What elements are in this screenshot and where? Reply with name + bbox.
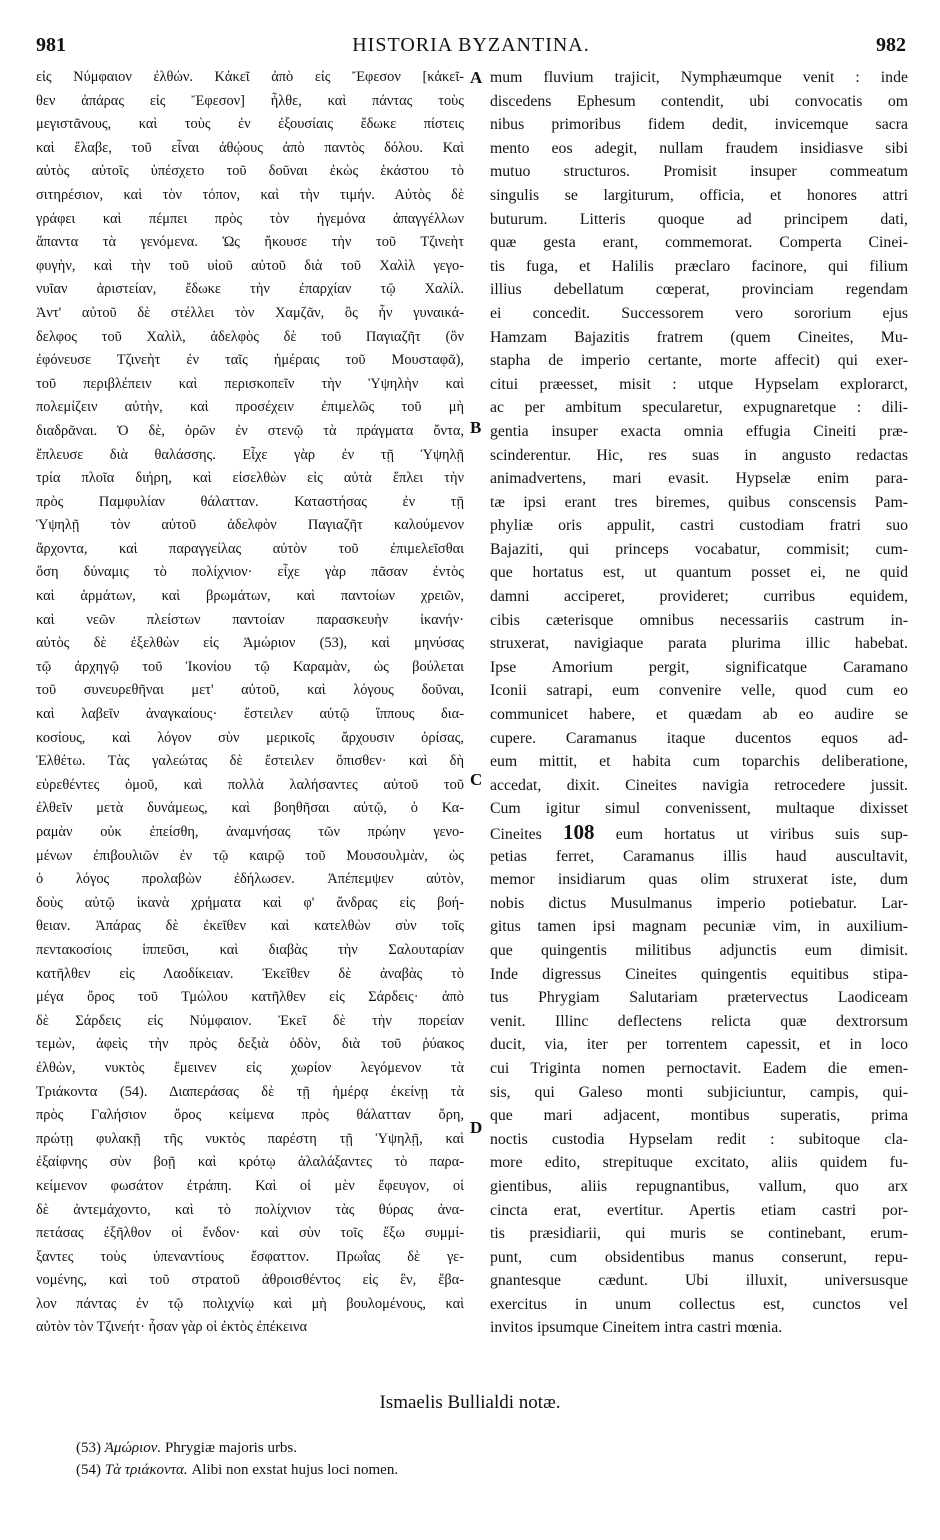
greek-text-line: Ἐλθέτω. Τὰς γαλεώτας δὲ ἔστειλεν ὄπισθεν· καὶ δὴ [36, 753, 464, 770]
latin-text-line: memor insidiarum quas olim struxerat iste, dum [490, 871, 908, 889]
footnote-number: (53) [76, 1440, 101, 1456]
footnote-headword: Ἀμώριον. [104, 1440, 162, 1456]
greek-text-line: ἄρχοντα, καὶ παραγγείλας αὐτὸν τοῦ ἐπιμελεῖσθαι [36, 540, 464, 557]
greek-text-line: τεμὼν, ἀφεὶς τὴν πρὸς δεξιὰ ὁδὸν, διὰ τοῦ ῥύακος [36, 1036, 464, 1053]
footnote-text: Alibi non exstat hujus loci nomen. [191, 1462, 399, 1478]
latin-text-line: noctis custodia Hypselam redit : subitoque cla- [490, 1130, 908, 1148]
greek-text-line: νομένης, καὶ τοῦ στρατοῦ ἀθροισθέντος εἰς ἓν, ἔβα- [36, 1272, 464, 1289]
latin-text-line: nibus primoribus fidem dedit, invicemque sacra [490, 116, 908, 134]
greek-text-line: νυῖαν ἀριστείαν, ἔδωκε τὴν ἐπαρχίαν τῷ Χαλίλ. [36, 281, 464, 298]
greek-text-line: πεντακοσίοις ἱππεῦσι, καὶ διαβὰς τὴν Σαλουταρίαν [36, 941, 464, 958]
greek-text-line: πρὸς Γαλήσιον ὄρος κείμενα πρὸς θάλατταν ὄρη, [36, 1107, 464, 1124]
latin-text-column [490, 66, 908, 1340]
latin-text-line: cui Triginta nomen pernoctavit. Eadem die emen- [490, 1059, 908, 1077]
greek-text-line: θειαν. Ἀπάρας δὲ ἐκεῖθεν καὶ κατελθὼν σὺν τοῖς [36, 918, 464, 935]
greek-text-line: λον πάντας ἐν τῷ πολιχνίῳ καὶ μὴ βουλομένους, καὶ [36, 1295, 464, 1312]
latin-text-line: Inde digressus Cineites quingentis equitibus stipa- [490, 965, 908, 983]
latin-text-line: tæ ipsi erant tres biremes, quibus conscensis Pam- [490, 493, 908, 511]
latin-text-line: tus Phrygiam Salutariam prætervectus Laodiceam [490, 989, 908, 1007]
latin-text-line: cupere. Caramanus itaque ducentos equos ad- [490, 729, 908, 747]
greek-text-line: τοῦ περιβλέπειν καὶ περισκοπεῖν τὴν Ὑψηλὴν καὶ [36, 375, 464, 392]
greek-text-line: δὲ Σάρδεις εἰς Νύμφαιον. Ἐκεῖ δὲ τὴν πορείαν [36, 1012, 464, 1029]
notes-title: Ismaelis Bullialdi notæ. [379, 1392, 561, 1413]
latin-text-line: animadvertens, mari evasit. Hypselæ enim para- [490, 470, 908, 488]
greek-text-line: σιτηρέσιον, καὶ τὸν τόπον, καὶ τὴν τιμήν. Αὐτὸς δὲ [36, 186, 464, 203]
latin-text-line: que quingentis militibus adjunctis eum dimisit. [490, 941, 908, 959]
greek-text-line: κατῆλθεν εἰς Λαοδίκειαν. Ἐκεῖθεν δὲ ἀναβὰς τὸ [36, 965, 464, 982]
inline-page-number: 108 [563, 821, 595, 844]
greek-text-line: διαδρᾶναι. Ὁ δὲ, ὁρῶν ἐν στενῷ τὰ πράγματα ὄντα, [36, 422, 464, 439]
greek-text-line: ξαντες τοὺς ὑπεναντίους ἔσφαττον. Πρωΐας δὲ γε- [36, 1248, 464, 1265]
latin-text-line: communicet habere, et quædam ab eo audire se [490, 706, 908, 724]
latin-text-line: tis fuga, et Halilis præclaro facinore, qui filium [490, 257, 908, 275]
greek-text-line: αὐτὸς δὲ ἐξελθὼν εἰς Ἀμώριον (53), καὶ μηνύσας [36, 635, 464, 652]
latin-text-line: ac per ambitum specularetur, expugnaretque : dili- [490, 399, 908, 417]
latin-text-line: discedens Ephesum contendit, ubi convocatis om [490, 92, 908, 110]
page-number-left: 981 [36, 34, 66, 56]
latin-text-fragment: eum hortatus ut viribus suis sup- [615, 826, 908, 843]
latin-text-fragment: Cineites [490, 826, 542, 843]
greek-text-line: θεν ἀπάρας εἰς Ἔφεσον] ἦλθε, καὶ πάντας τοὺς [36, 92, 464, 109]
margin-letter-a: A [470, 68, 483, 87]
footnote-54 [76, 1462, 398, 1479]
greek-text-line: μένων ἐπιβουλιῶν ἐν τῷ καιρῷ τοῦ Μουσουλμὰν, ὡς [36, 847, 464, 864]
greek-text-line: τρία πλοῖα διήρη, καὶ εἰσελθὼν εἰς αὐτὰ ἔπλει τὴν [36, 470, 464, 487]
latin-text-line: ducit, via, iter per torrentem capessit, et in loco [490, 1036, 908, 1054]
greek-text-line: μεγιστᾶνους, καὶ τοὺς ἐν ἐξουσίαις ἔδωκε πίστεις [36, 116, 464, 133]
greek-text-line: ὁ λόγος προλαβὼν ἐδήλωσεν. Ἀπέπεμψεν αὐτὸν, [36, 871, 464, 888]
latin-text-line: citui præesset, misit : utque Hypselam explorarct, [490, 375, 908, 393]
greek-text-line: μέγα ὄρος τοῦ Τμώλου κατῆλθεν εἰς Σάρδεις· ἀπὸ [36, 989, 464, 1006]
margin-letter-b: B [470, 418, 482, 437]
footnote-number: (54) [76, 1462, 101, 1478]
latin-text-line: exercitus in unum collectus est, cunctos vel [490, 1295, 908, 1313]
greek-text-line: δοὺς αὐτῷ ἱκανὰ χρήματα καὶ φ' ἄνδρας εἰς βοή- [36, 894, 464, 911]
greek-text-line: δὲ ἀντεμάχοντο, καὶ τὸ πολίχνιον τὰς θύρας ἀνα- [36, 1201, 464, 1218]
latin-text-line: gitus tamen ipsi magnam pecuniæ vim, in auxilium- [490, 918, 908, 936]
footnote-53 [76, 1440, 297, 1457]
footnote-headword: Τὰ τριάκοντα. [104, 1462, 188, 1478]
greek-text-line: αὐτὸν τὸν Τζινεήτ· ἦσαν γὰρ οἱ ἐκτὸς ἐπέκεινα [36, 1319, 307, 1336]
greek-text-line: ἅπαντα τὰ γενόμενα. Ὡς ἤκουσε τὴν τοῦ Τζινεὴτ [36, 234, 464, 251]
greek-text-line: Ἀντ' αὐτοῦ δὲ στέλλει τὸν Χαμζᾶν, ὃς ἦν γυναικά- [36, 304, 464, 321]
greek-text-line: καὶ νεῶν πλείστων παντοίαν παρασκευὴν ἱκανήν· [36, 611, 464, 628]
latin-text-line: gnantesque cædunt. Ubi illuxit, universusque [490, 1272, 908, 1290]
greek-text-line: εὑρεθέντες ὁμοῦ, καὶ πολλὰ λαλήσαντες αὐτοῦ τοῦ [36, 776, 464, 793]
greek-text-line: εἰς Νύμφαιον ἐλθών. Κἀκεῖ ἀπὸ εἰς Ἔφεσον [κἀκεῖ- [36, 69, 464, 85]
greek-text-line: πετάσας ἐξῆλθον οἱ ἔνδον· καὶ σὺν τοῖς ἔξω συμμί- [36, 1225, 464, 1242]
greek-text-line: κείμενον φωσάτον ἐτράπη. Καὶ οἱ μὲν ἔφευγον, οἱ [36, 1177, 464, 1194]
latin-text-line: scinderentur. Hic, res suas in angusto redactas [490, 446, 908, 464]
latin-text-line: tis præsidiarii, qui muris se continebant, erum- [490, 1225, 908, 1243]
latin-text-line: que mari adjacent, montibus superatis, prima [490, 1107, 908, 1125]
greek-text-line: καὶ λαβεῖν ἀναγκαίους· ἔστειλεν αὐτῷ ἵππους δια- [36, 706, 464, 723]
greek-text-line: Ὑψηλῇ τὸν αὐτοῦ ἀδελφὸν Παγιαζῆτ καλούμενον [36, 517, 464, 534]
latin-text-line: quæ gesta erant, commemorat. Comperta Cinei- [490, 234, 908, 252]
greek-text-line: πρὸς Παμφυλίαν θάλατταν. Καταστήσας ἐν τῇ [36, 493, 464, 510]
latin-text-line: struxerat, navigiaque parata plurima illic habebat. [490, 635, 908, 653]
latin-text-line: Iconii satrapi, eum convenire velle, quod cum eo [490, 682, 908, 700]
greek-text-line: κοσίους, καὶ λόγον σὺν μερικοῖς ἄρχουσιν ὁρίσας, [36, 729, 464, 746]
greek-text-line: ἐξαίφνης σὺν βοῇ καὶ κρότῳ ἀλαλάξαντες τὸ παρα- [36, 1154, 464, 1171]
margin-letter-c: C [470, 770, 483, 789]
latin-text-line: cibis cæterisque omnibus necessariis castrum in- [490, 611, 908, 629]
latin-text-line: que hortatus est, ut quantum posset ei, ne quid [490, 564, 908, 582]
latin-text-line: venit. Illinc deflectens relicta quæ dextrorsum [490, 1012, 908, 1030]
latin-text-line: Ipse Amorium pergit, significatque Caramano [490, 658, 908, 676]
latin-text-line: Cum igitur simul convenissent, multaque dixisset [490, 800, 908, 818]
latin-text-line: illius debellatum cœperat, provinciam regendam [490, 281, 908, 299]
latin-text-line: damni acciperet, provideret; curribus equidem, [490, 588, 908, 606]
latin-text-line: Hamzam Bajazitis fratrem (quem Cineites, Mu- [490, 328, 908, 346]
latin-text-line: buturum. Litteris quoque ad principem dati, [490, 210, 908, 228]
latin-text-line: punt, cum obsidentibus manus conserunt, repu- [490, 1248, 908, 1266]
greek-text-line: ἔπλευσε διὰ θαλάσσης. Εἶχε γὰρ ἐν τῇ Ὑψηλῇ [36, 446, 464, 463]
latin-text-line: accedat, dixit. Cineites navigia retrocedere jussit. [490, 776, 908, 794]
latin-text-line: ei concedit. Successorem vero sororium ejus [490, 304, 908, 322]
greek-text-line: ἐφόνευσε Τζινεὴτ ἐν ταῖς ἡμέραις τοῦ Μουσταφᾶ), [36, 352, 464, 369]
greek-text-line: ἐλθεῖν μετὰ δυνάμεως, καὶ βοηθῆσαι αὐτῷ, ὁ Κα- [36, 800, 464, 817]
greek-text-line: πολεμίζειν αὐτὴν, καὶ προσέχειν ἐπιμελῶς τοῦ μὴ [36, 399, 464, 416]
greek-text-line: αὐτὸς αὐτοῖς ὑπέσχετο τοῦ δοῦναι ἐκὼς ἑκάστου τὸ [36, 163, 464, 180]
latin-text-line: invitos ipsumque Cineitem intra castri mœnia. [490, 1319, 783, 1337]
latin-text-line: phyliæ oris appulit, castri custodiam fratri suo [490, 517, 908, 535]
latin-text-line: singulis se largiturum, officia, et honores attri [490, 186, 908, 204]
latin-text-line [490, 821, 908, 845]
latin-text-line: mum fluvium trajicit, Nymphæumque venit : inde [490, 69, 908, 86]
margin-letter-d: D [470, 1118, 483, 1137]
greek-text-line: ὅση δύναμις τὸ πολίχνιον· εἶχε γὰρ πᾶσαν ἐντὸς [36, 564, 464, 581]
greek-text-line: ραμὰν οὐκ ἐπείσθη, ἀναμνήσας τῶν πρώην γενο- [36, 824, 464, 840]
running-header [36, 34, 906, 64]
latin-text-line: cincta erat, evertitur. Apertis etiam castri por- [490, 1201, 908, 1219]
greek-text-line: καὶ ἁρμάτων, καὶ βρωμάτων, καὶ παντοίων χρειῶν, [36, 588, 464, 605]
latin-text-line: mutuo structuros. Promisit insuper commeatum [490, 163, 908, 181]
greek-text-line: φυγὴν, καὶ τὴν τοῦ υἱοῦ αὐτοῦ διὰ τοῦ Χαλὶλ γεγο- [36, 257, 464, 274]
greek-text-line: Τριάκοντα (54). Διαπεράσας δὲ τῇ ἡμέρᾳ ἐκείνῃ τὰ [36, 1083, 464, 1100]
greek-text-line: πρώτῃ φυλακῇ τῆς νυκτὸς παρέστη τῇ Ὑψηλῇ, καὶ [36, 1130, 464, 1147]
latin-text-line: nobis dictus Musulmanus imperio potiebatur. Lar- [490, 894, 908, 912]
greek-text-line: τῷ ἀρχηγῷ τοῦ Ἰκονίου τῷ Καραμὰν, ὡς βούλεται [36, 658, 464, 675]
latin-text-line: gientibus, aliis repugnantibus, vallum, quo arx [490, 1177, 908, 1195]
greek-text-line: καὶ ἔλαβε, τοῦ εἶναι ἀθῴους ἀπὸ παντὸς δόλου. Καὶ [36, 139, 464, 156]
latin-text-line: Bajaziti, qui princeps vocabatur, commisit; cum- [490, 540, 908, 558]
greek-text-column [36, 66, 464, 1340]
greek-text-line: τοῦ συνευρεθῆναι μετ' αὐτοῦ, καὶ λόγους δοῦναι, [36, 682, 464, 699]
latin-text-line: more edito, strepituque excitato, aliis quidem fu- [490, 1154, 908, 1172]
latin-text-line: mento eos adegit, nullam fraudem insidiasve sibi [490, 139, 908, 157]
greek-text-line: δελφος τοῦ Χαλὶλ, ἀδελφὸς δὲ τοῦ Παγιαζῆτ (ὃν [36, 328, 464, 345]
latin-text-line: stapha de imperio certante, morte affecit) qui exer- [490, 352, 908, 370]
latin-text-line: eum mittit, et habita cum toparchis deliberatione, [490, 753, 908, 771]
latin-text-line: gentia insuper exacta omnia effugia Cineiti præ- [490, 422, 908, 440]
greek-text-line: ἐλθὼν, νυκτὸς ἔμεινεν εἰς χωρίον λεγόμενον τὰ [36, 1059, 464, 1076]
page-number-right: 982 [876, 34, 906, 56]
footnote-text: Phrygiæ majoris urbs. [164, 1440, 298, 1456]
latin-text-line: sis, qui Galeso monti subjiciuntur, campis, qui- [490, 1083, 908, 1101]
greek-text-line: γράφει καὶ πέμπει πρὸς τὸν ἡγεμόνα ἀπαγγέλλων [36, 210, 464, 227]
latin-text-line: petias ferret, Caramanus illis haud auscultavit, [490, 847, 908, 865]
running-title: HISTORIA BYZANTINA. [352, 34, 590, 56]
